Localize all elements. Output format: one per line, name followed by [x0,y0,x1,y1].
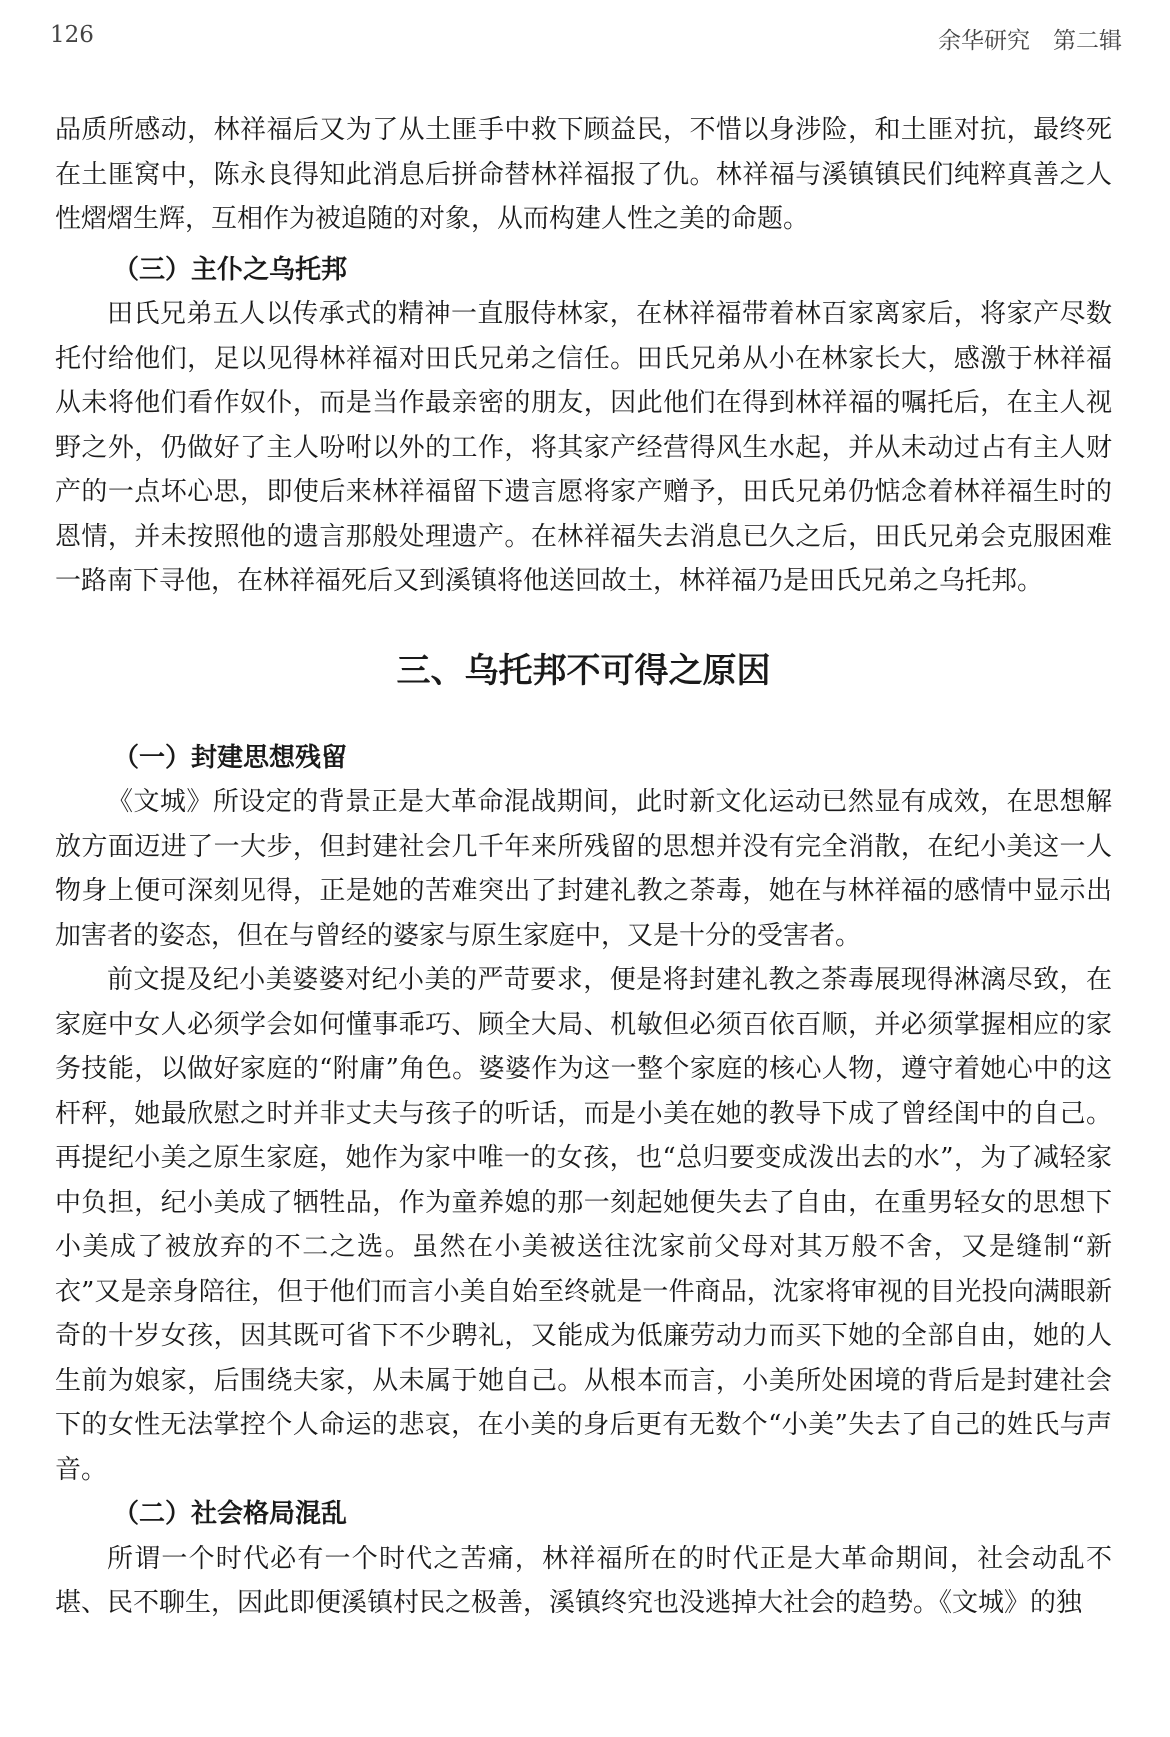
paragraph-3: 《文城》所设定的背景正是大革命混战期间，此时新文化运动已然显有成效，在思想解放方面迈进了一大步，但封建社会几千年来所残留的思想并没有完全消散，在纪小美这一人物身上便可深刻见得，正是她的苦难突出了封建礼教之荼毒，她在与林祥福的感情中显示出加害者的姿态，但在与曾经的婆家与原生家庭中，又是十分的受害者。 [55,787,1112,951]
paragraph-5: 所谓一个时代必有一个时代之苦痛，林祥福所在的时代正是大革命期间，社会动乱不堪、民不聊生，因此即便溪镇村民之极善，溪镇终究也没逃掉大社会的趋势。《文城》的独 [55,1543,1112,1618]
paragraph-1: 品质所感动，林祥福后又为了从土匪手中救下顾益民，不惜以身涉险，和土匪对抗，最终死在土匪窝中，陈永良得知此消息后拼命替林祥福报了仇。林祥福与溪镇镇民们纯粹真善之人性熠熠生辉，互相作为被追随的对象，从而构建人性之美的命题。 [55,115,1112,234]
subheading-social-chaos: （二）社会格局混乱 [113,1499,348,1529]
paragraph-4: 前文提及纪小美婆婆对纪小美的严苛要求，便是将封建礼教之荼毒展现得淋漓尽致，在家庭中女人必须学会如何懂事乖巧、顾全大局、机敏但必须百依百顺，并必须掌握相应的家务技能，以做好家庭的“附庸”角色。婆婆作为这一整个家庭的核心人物，遵守着她心中的这杆秤，她最欣慰之时并非丈夫与孩子的听话，而是小美在她的教导下成了曾经闺中的自己。再提纪小美之原生家庭，她作为家中唯一的女孩，也“总归要变成泼出去的水”，为了减轻家中负担，纪小美成了牺牲品，作为童养媳的那一刻起她便失去了自由，在重男轻女的思想下小美成了被放弃的不二之选。虽然在小美被送往沈家前父母对其万般不舍，又是缝制“新衣”又是亲身陪往，但于他们而言小美自始至终就是一件商品，沈家将审视的目光投向满眼新奇的十岁女孩，因其既可省下不少聘礼，又能成为低廉劳动力而买下她的全部自由，她的人生前为娘家，后围绕夫家，从未属于她自己。从根本而言，小美所处困境的背后是封建社会下的女性无法掌控个人命运的悲哀，在小美的身后更有无数个“小美”失去了自己的姓氏与声音。 [55,965,1112,1485]
body-text [55,108,1112,1626]
page-header [50,22,1122,62]
page-number: 126 [50,22,94,48]
paragraph-2: 田氏兄弟五人以传承式的精神一直服侍林家，在林祥福带着林百家离家后，将家产尽数托付给他们，足以见得林祥福对田氏兄弟之信任。田氏兄弟从小在林家长大，感激于林祥福从未将他们看作奴仆，而是当作最亲密的朋友，因此他们在得到林祥福的嘱托后，在主人视野之外，仍做好了主人吩咐以外的工作，将其家产经营得风生水起，并从未动过占有主人财产的一点坏心思，即使后来林祥福留下遗言愿将家产赠予，田氏兄弟仍惦念着林祥福生时的恩情，并未按照他的遗言那般处理遗产。在林祥福失去消息已久之后，田氏兄弟会克服困难一路南下寻他，在林祥福死后又到溪镇将他送回故土，林祥福乃是田氏兄弟之乌托邦。 [55,299,1112,596]
subheading-feudal-remnants: （一）封建思想残留 [113,742,348,773]
subheading-master-servant-utopia: （三）主仆之乌托邦 [113,254,348,285]
section-title: 三、乌托邦不可得之原因 [396,650,771,691]
running-title: 余华研究 第二辑 [938,28,1122,54]
